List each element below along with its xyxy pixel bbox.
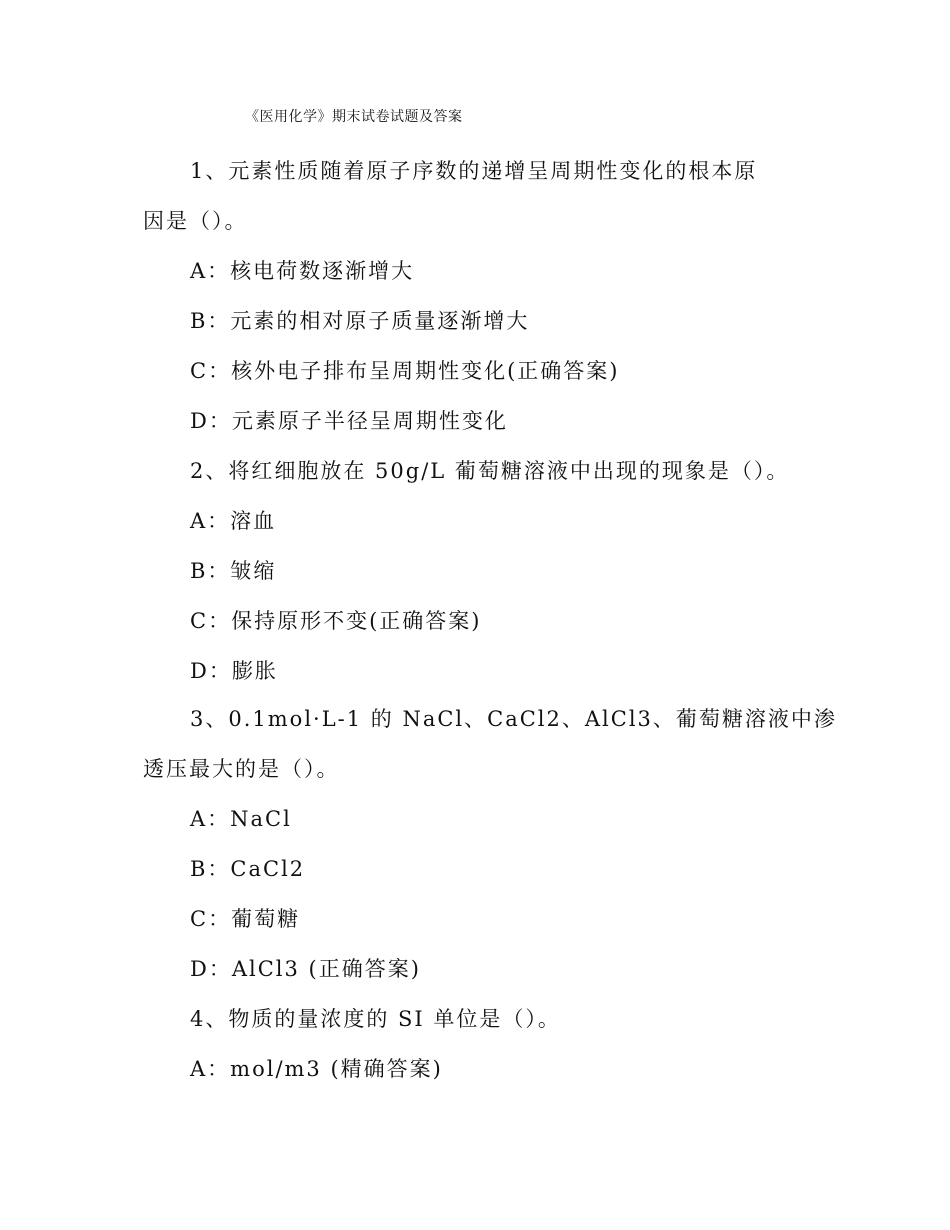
question-1-option-a: A：核电荷数逐渐增大: [190, 259, 415, 283]
question-2-option-a: A：溶血: [190, 509, 277, 533]
question-3-option-a: A：NaCl: [190, 807, 292, 831]
question-1-option-c: C：核外电子排布呈周期性变化(正确答案): [190, 359, 620, 383]
question-3-stem-line-1: 3、0.1mol·L-1 的 NaCl、CaCl2、AlCl3、葡萄糖溶液中渗: [190, 707, 837, 731]
question-1-option-b: B：元素的相对原子质量逐渐增大: [190, 309, 530, 333]
question-3-option-c: C：葡萄糖: [190, 907, 301, 931]
question-4-option-a: A：mol/m3 (精确答案): [190, 1057, 443, 1081]
question-3-option-b: B：CaCl2: [190, 857, 306, 881]
question-3-stem-line-2: 透压最大的是（）。: [143, 757, 340, 781]
question-4-stem-line-1: 4、物质的量浓度的 SI 单位是（）。: [190, 1007, 561, 1031]
question-1-stem-line-2: 因是（）。: [143, 209, 248, 233]
question-2-option-b: B：皱缩: [190, 559, 277, 583]
question-1-stem-line-1: 1、元素性质随着原子序数的递增呈周期性变化的根本原: [190, 159, 758, 183]
document-title: 《医用化学》期末试卷试题及答案: [245, 109, 463, 125]
question-3-option-d: D：AlCl3 (正确答案): [190, 957, 421, 981]
question-2-option-c: C：保持原形不变(正确答案): [190, 609, 482, 633]
question-2-stem-line-1: 2、将红细胞放在 50g/L 葡萄糖溶液中出现的现象是（）。: [190, 459, 790, 483]
question-1-option-d: D：元素原子半径呈周期性变化: [190, 409, 508, 433]
question-2-option-d: D：膨胀: [190, 659, 278, 683]
